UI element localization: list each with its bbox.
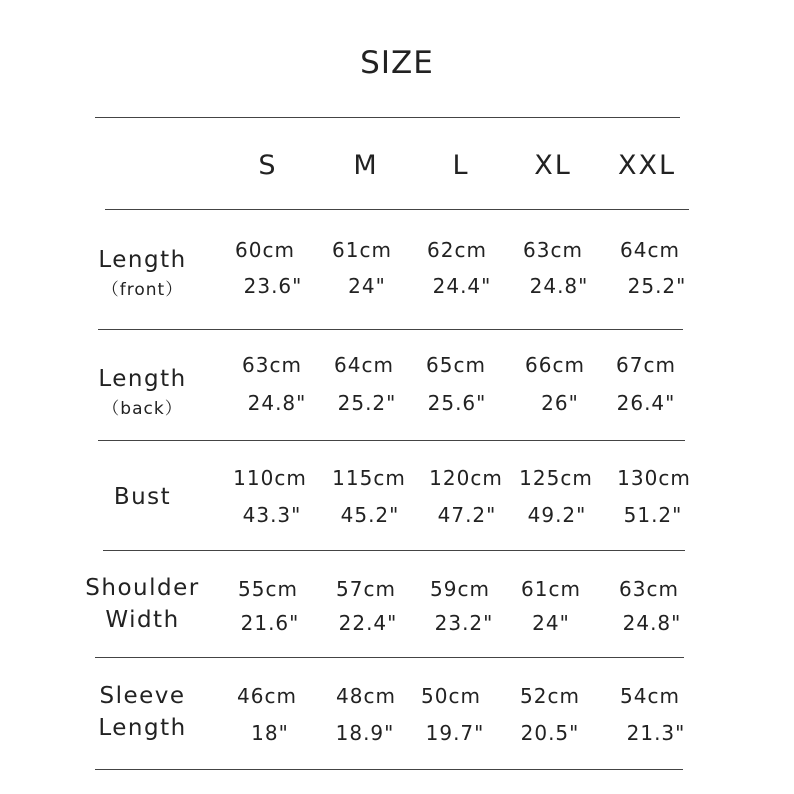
size-header-s: S bbox=[258, 150, 278, 181]
cm-value: 62cm bbox=[427, 238, 487, 262]
divider-header bbox=[105, 209, 689, 210]
row-label-length-front bbox=[65, 244, 220, 304]
inch-value: 24.4" bbox=[432, 274, 492, 298]
cm-value: 50cm bbox=[421, 684, 481, 708]
inch-value: 24" bbox=[532, 611, 570, 635]
row-label-sub: （back） bbox=[102, 399, 183, 419]
cm-value: 60cm bbox=[235, 238, 295, 262]
cm-value: 64cm bbox=[620, 238, 680, 262]
cm-value: 61cm bbox=[332, 238, 392, 262]
row-label-length-back bbox=[65, 363, 220, 423]
inch-value: 26.4" bbox=[616, 391, 676, 415]
row-label-sub: （front） bbox=[101, 280, 184, 300]
cm-value: 110cm bbox=[233, 466, 307, 490]
cm-value: 63cm bbox=[523, 238, 583, 262]
inch-value: 24.8" bbox=[529, 274, 589, 298]
cm-value: 67cm bbox=[616, 353, 676, 377]
cm-value: 61cm bbox=[521, 577, 581, 601]
inch-value: 21.6" bbox=[240, 611, 300, 635]
inch-value: 25.6" bbox=[427, 391, 487, 415]
inch-value: 24.8" bbox=[622, 611, 682, 635]
cm-value: 46cm bbox=[237, 684, 297, 708]
divider-row bbox=[103, 550, 685, 551]
divider-bottom bbox=[95, 769, 683, 770]
size-header-m: M bbox=[353, 150, 379, 181]
cm-value: 52cm bbox=[520, 684, 580, 708]
cm-value: 63cm bbox=[619, 577, 679, 601]
divider-row bbox=[98, 329, 683, 330]
chart-title: SIZE bbox=[360, 45, 434, 81]
cm-value: 66cm bbox=[525, 353, 585, 377]
inch-value: 20.5" bbox=[520, 721, 580, 745]
inch-value: 24" bbox=[348, 274, 386, 298]
cm-value: 63cm bbox=[242, 353, 302, 377]
inch-value: 22.4" bbox=[338, 611, 398, 635]
inch-value: 49.2" bbox=[527, 503, 587, 527]
size-header-xl: XL bbox=[534, 150, 572, 181]
row-label-main: Length bbox=[98, 366, 187, 392]
cm-value: 57cm bbox=[336, 577, 396, 601]
row-label-sleeve-length bbox=[65, 680, 220, 744]
cm-value: 130cm bbox=[617, 466, 691, 490]
cm-value: 65cm bbox=[426, 353, 486, 377]
inch-value: 18.9" bbox=[335, 721, 395, 745]
inch-value: 25.2" bbox=[337, 391, 397, 415]
divider-top bbox=[95, 117, 680, 118]
cm-value: 48cm bbox=[336, 684, 396, 708]
row-label-bust bbox=[65, 481, 220, 513]
inch-value: 51.2" bbox=[623, 503, 683, 527]
row-label-main: Shoulder bbox=[85, 575, 200, 601]
cm-value: 54cm bbox=[620, 684, 680, 708]
divider-row bbox=[95, 657, 684, 658]
inch-value: 25.2" bbox=[627, 274, 687, 298]
inch-value: 26" bbox=[541, 391, 579, 415]
inch-value: 21.3" bbox=[626, 721, 686, 745]
inch-value: 23.6" bbox=[243, 274, 303, 298]
row-label-sub: Length bbox=[98, 715, 187, 741]
cm-value: 64cm bbox=[334, 353, 394, 377]
size-header-xxl: XXL bbox=[617, 150, 677, 181]
inch-value: 45.2" bbox=[340, 503, 400, 527]
inch-value: 47.2" bbox=[437, 503, 497, 527]
inch-value: 24.8" bbox=[247, 391, 307, 415]
size-header-l: L bbox=[452, 150, 470, 181]
row-label-main: Sleeve bbox=[99, 683, 186, 709]
row-label-sub: Width bbox=[105, 607, 180, 633]
row-label-shoulder-width bbox=[65, 572, 220, 636]
inch-value: 23.2" bbox=[434, 611, 494, 635]
divider-row bbox=[98, 440, 685, 441]
inch-value: 19.7" bbox=[425, 721, 485, 745]
cm-value: 59cm bbox=[430, 577, 490, 601]
inch-value: 18" bbox=[251, 721, 289, 745]
cm-value: 120cm bbox=[429, 466, 503, 490]
inch-value: 43.3" bbox=[242, 503, 302, 527]
cm-value: 55cm bbox=[238, 577, 298, 601]
cm-value: 115cm bbox=[332, 466, 406, 490]
row-label-main: Bust bbox=[113, 484, 172, 510]
row-label-main: Length bbox=[98, 247, 187, 273]
cm-value: 125cm bbox=[519, 466, 593, 490]
